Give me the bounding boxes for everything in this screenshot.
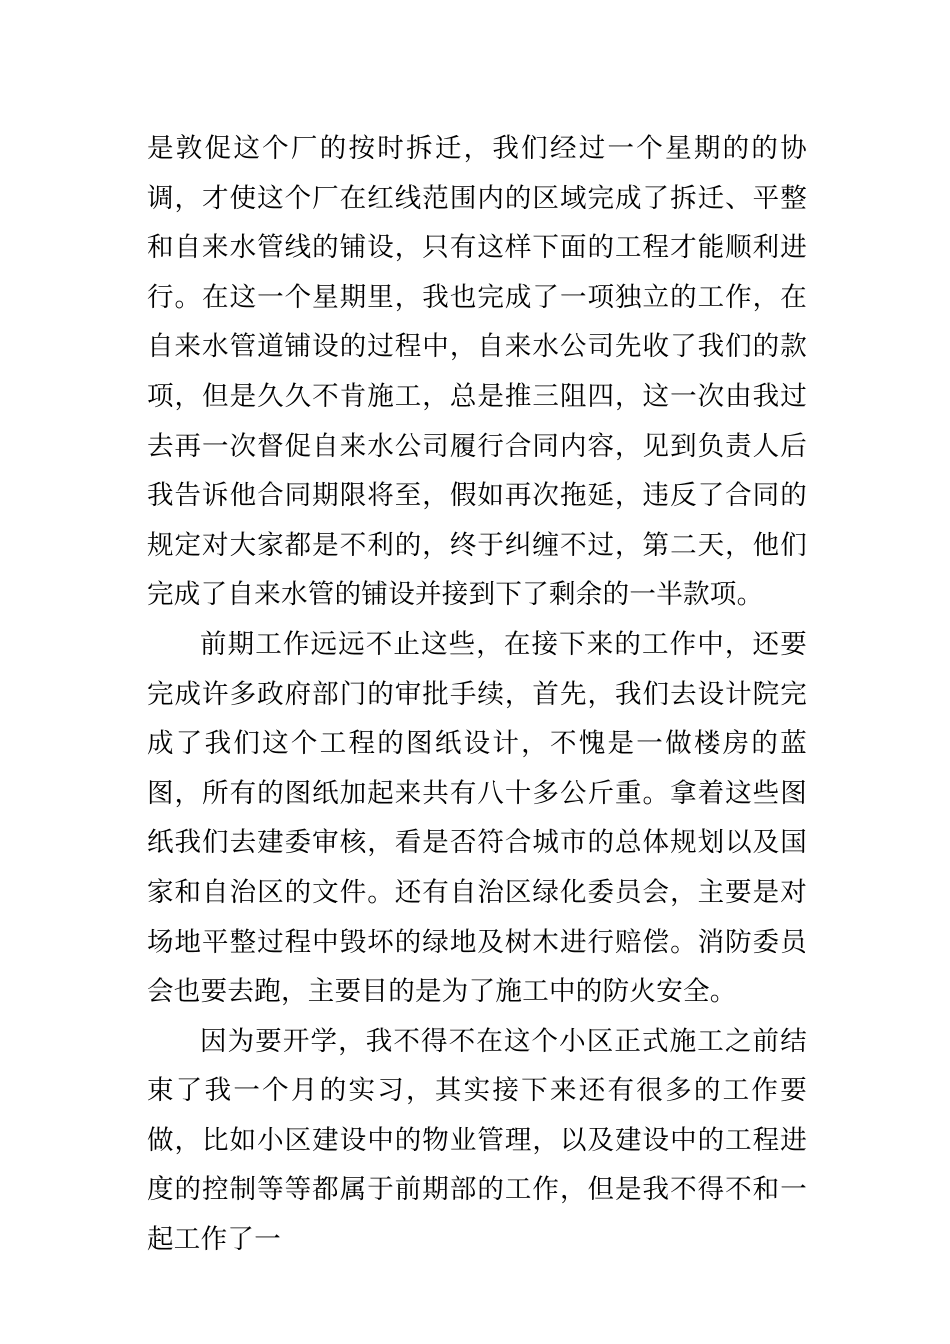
- paragraph-1: 是敦促这个厂的按时拆迁，我们经过一个星期的的协调，才使这个厂在红线范围内的区域完成了拆迁、平整和自来水管线的铺设，只有这样下面的工程才能顺利进行。在这一个星期里，我也完成了一项独立的工作，在自来水管道铺设的过程中，自来水公司先收了我们的款项，但是久久不肯施工，总是推三阻四，这一次由我过去再一次督促自来水公司履行合同内容，见到负责人后我告诉他合同期限将至，假如再次拖延，违反了合同的规定对大家都是不利的，终于纠缠不过，第二天，他们完成了自来水管的铺设并接到下了剩余的一半款项。: [147, 133, 807, 611]
- document-body: [147, 124, 807, 1265]
- paragraph-3: 因为要开学，我不得不在这个小区正式施工之前结束了我一个月的实习，其实接下来还有很多的工作要做，比如小区建设中的物业管理，以及建设中的工程进度的控制等等都属于前期部的工作，但是我不得不和一起工作了一: [147, 1025, 807, 1256]
- paragraph-2: 前期工作远远不止这些，在接下来的工作中，还要完成许多政府部门的审批手续，首先，我们去设计院完成了我们这个工程的图纸设计，不愧是一做楼房的蓝图，所有的图纸加起来共有八十多公斤重。拿着这些图纸我们去建委审核，看是否符合城市的总体规划以及国家和自治区的文件。还有自治区绿化委员会，主要是对场地平整过程中毁坏的绿地及树木进行赔偿。消防委员会也要去跑，主要目的是为了施工中的防火安全。: [147, 628, 807, 1008]
